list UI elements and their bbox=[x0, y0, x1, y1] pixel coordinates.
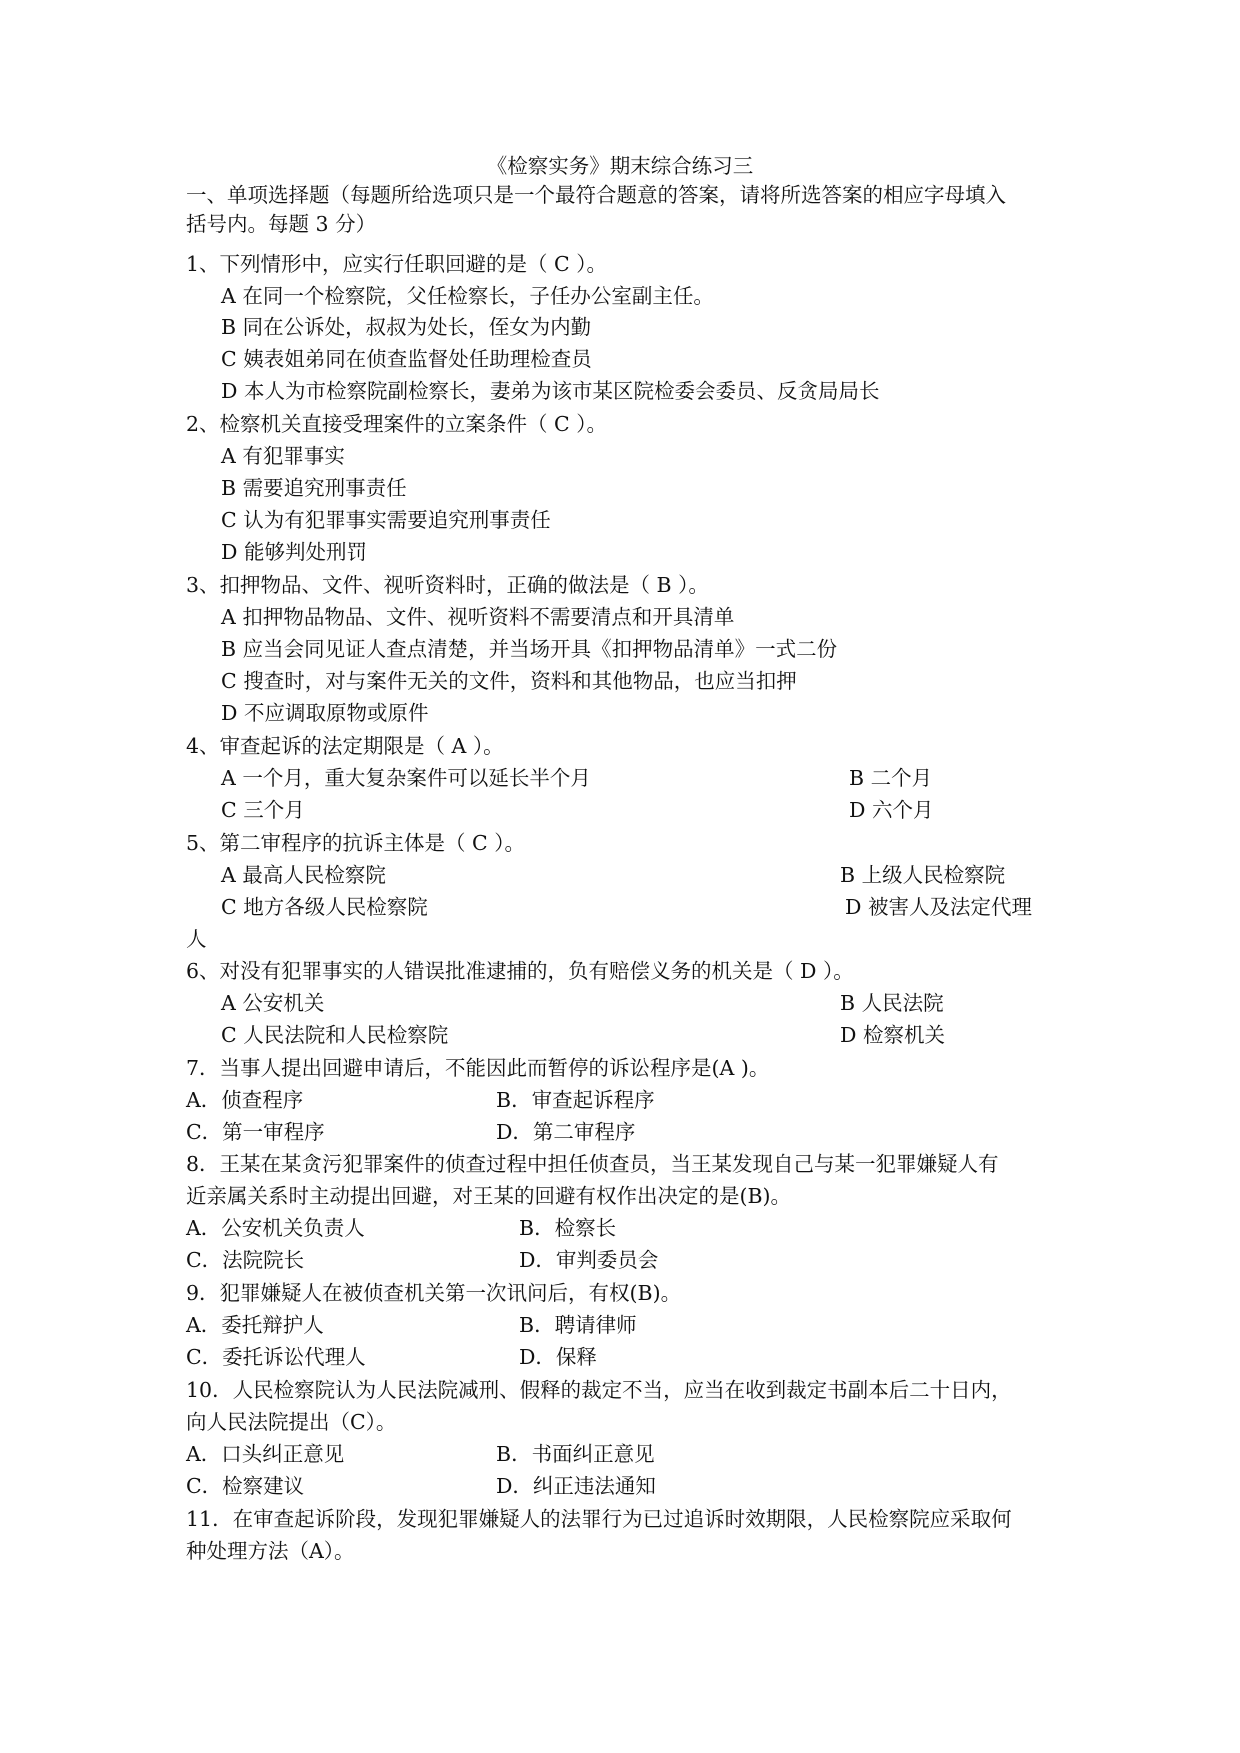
question-1-option-b: B 同在公诉处，叔叔为处长，侄女为内勤 bbox=[221, 315, 592, 339]
question-6-option-d: D 检察机关 bbox=[840, 1023, 945, 1047]
question-2-option-b: B 需要追究刑事责任 bbox=[221, 476, 407, 500]
question-10-stem: 10．人民检察院认为人民法院减刑、假释的裁定不当，应当在收到裁定书副本后二十日内， bbox=[186, 1378, 1012, 1402]
question-4-option-b: B 二个月 bbox=[849, 766, 933, 790]
question-4-option-d: D 六个月 bbox=[849, 798, 934, 822]
question-7-option-d: D．第二审程序 bbox=[496, 1120, 636, 1144]
question-3-stem: 3、扣押物品、文件、视听资料时，正确的做法是（ B ）。 bbox=[186, 573, 709, 597]
question-2-option-c: C 认为有犯罪事实需要追究刑事责任 bbox=[221, 508, 551, 532]
question-2-option-d: D 能够判处刑罚 bbox=[221, 540, 367, 564]
question-2-option-a: A 有犯罪事实 bbox=[221, 444, 345, 468]
question-6-option-c: C 人民法院和人民检察院 bbox=[221, 1023, 449, 1047]
question-8-option-c: C．法院院长 bbox=[186, 1248, 305, 1272]
question-11-stem-cont: 种处理方法（A）。 bbox=[186, 1539, 355, 1563]
question-5-option-c: C 地方各级人民检察院 bbox=[221, 895, 428, 919]
question-1-stem: 1、下列情形中，应实行任职回避的是（ C ）。 bbox=[186, 252, 608, 276]
question-3-option-b: B 应当会同见证人查点清楚，并当场开具《扣押物品清单》一式二份 bbox=[221, 637, 838, 661]
section-heading-cont: 括号内。每题 3 分） bbox=[186, 212, 377, 236]
question-1-option-d: D 本人为市检察院副检察长，妻弟为该市某区院检委会委员、反贪局局长 bbox=[221, 379, 880, 403]
section-heading: 一、单项选择题（每题所给选项只是一个最符合题意的答案，请将所选答案的相应字母填入 bbox=[186, 183, 1006, 207]
page-title: 《检察实务》期末综合练习三 bbox=[486, 154, 754, 178]
question-8-option-d: D．审判委员会 bbox=[519, 1248, 659, 1272]
question-2-stem: 2、检察机关直接受理案件的立案条件（ C ）。 bbox=[186, 412, 608, 436]
question-3-option-d: D 不应调取原物或原件 bbox=[221, 701, 429, 725]
question-10-option-b: B．书面纠正意见 bbox=[496, 1442, 655, 1466]
question-9-option-a: A．委托辩护人 bbox=[186, 1313, 324, 1337]
question-7-option-a: A．侦查程序 bbox=[186, 1088, 304, 1112]
question-10-stem-cont: 向人民法院提出（C）。 bbox=[186, 1410, 397, 1434]
question-8-option-a: A．公安机关负责人 bbox=[186, 1216, 365, 1240]
question-7-stem: 7．当事人提出回避申请后，不能因此而暂停的诉讼程序是(A )。 bbox=[186, 1056, 770, 1080]
question-9-option-d: D．保释 bbox=[519, 1345, 597, 1369]
question-5-stem: 5、第二审程序的抗诉主体是（ C ）。 bbox=[186, 831, 526, 855]
question-8-stem: 8．王某在某贪污犯罪案件的侦查过程中担任侦查员，当王某发现自己与某一犯罪嫌疑人有 bbox=[186, 1152, 999, 1176]
question-4-option-a: A 一个月，重大复杂案件可以延长半个月 bbox=[221, 766, 591, 790]
question-9-option-c: C．委托诉讼代理人 bbox=[186, 1345, 366, 1369]
question-6-stem: 6、对没有犯罪事实的人错误批准逮捕的，负有赔偿义务的机关是（ D ）。 bbox=[186, 959, 854, 983]
question-10-option-d: D．纠正违法通知 bbox=[496, 1474, 656, 1498]
question-3-option-a: A 扣押物品物品、文件、视听资料不需要清点和开具清单 bbox=[221, 605, 735, 629]
question-1-option-a: A 在同一个检察院，父任检察长，子任办公室副主任。 bbox=[221, 284, 714, 308]
question-9-option-b: B．聘请律师 bbox=[519, 1313, 637, 1337]
question-5-option-d-wrap: 人 bbox=[186, 927, 207, 951]
question-9-stem: 9．犯罪嫌疑人在被侦查机关第一次讯问后，有权(B)。 bbox=[186, 1281, 682, 1305]
question-1-option-c: C 姨表姐弟同在侦查监督处任助理检查员 bbox=[221, 347, 592, 371]
question-11-stem: 11．在审查起诉阶段，发现犯罪嫌疑人的法罪行为已过追诉时效期限，人民检察院应采取何 bbox=[186, 1507, 1012, 1531]
question-6-option-b: B 人民法院 bbox=[840, 991, 944, 1015]
question-6-option-a: A 公安机关 bbox=[221, 991, 325, 1015]
question-7-option-c: C．第一审程序 bbox=[186, 1120, 325, 1144]
question-10-option-c: C．检察建议 bbox=[186, 1474, 305, 1498]
question-4-stem: 4、审查起诉的法定期限是（ A ）。 bbox=[186, 734, 504, 758]
question-8-option-b: B．检察长 bbox=[519, 1216, 617, 1240]
question-3-option-c: C 搜查时，对与案件无关的文件，资料和其他物品，也应当扣押 bbox=[221, 669, 797, 693]
question-5-option-d: D 被害人及法定代理 bbox=[845, 895, 1032, 919]
question-5-option-a: A 最高人民检察院 bbox=[221, 863, 386, 887]
question-8-stem-cont: 近亲属关系时主动提出回避，对王某的回避有权作出决定的是(B)。 bbox=[186, 1184, 792, 1208]
question-7-option-b: B．审查起诉程序 bbox=[496, 1088, 655, 1112]
question-10-option-a: A．口头纠正意见 bbox=[186, 1442, 345, 1466]
question-4-option-c: C 三个月 bbox=[221, 798, 305, 822]
question-5-option-b: B 上级人民检察院 bbox=[840, 863, 1006, 887]
